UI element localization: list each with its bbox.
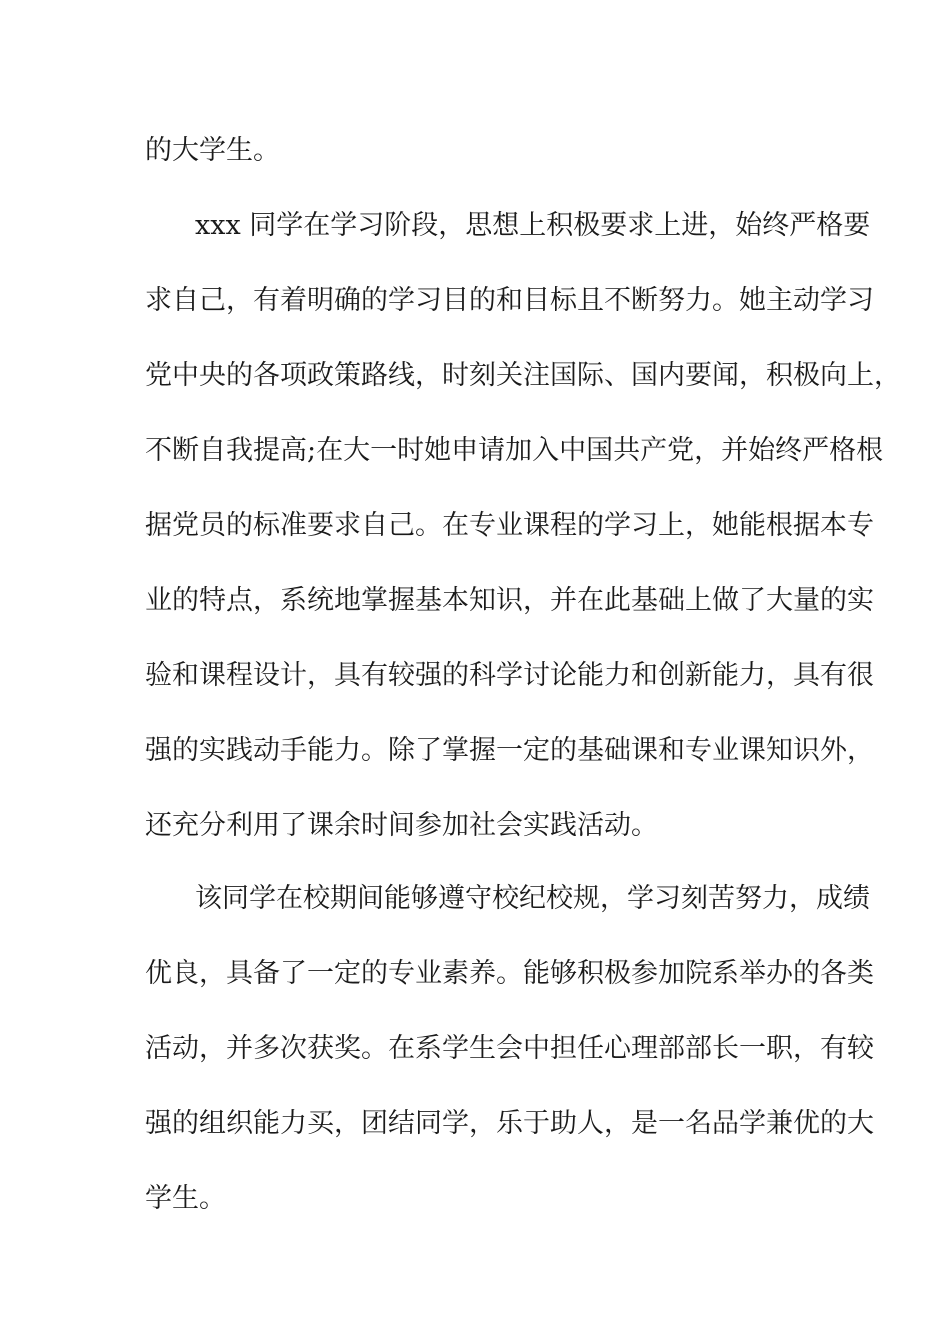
text-line: 据党员的标准要求自己。在专业课程的学习上，她能根据本专 [145,510,874,541]
text-line: 的大学生。 [145,135,280,166]
text-line: 求自己，有着明确的学习目的和目标且不断努力。她主动学习 [145,285,874,316]
text-line: 党中央的各项政策路线，时刻关注国际、国内要闻，积极向上， [145,360,901,391]
text-line: 强的组织能力买，团结同学，乐于助人，是一名品学兼优的大 [145,1108,874,1139]
paragraph-first-line: 该同学在校期间能够遵守校纪校规，学习刻苦努力，成绩 [195,883,870,914]
text-line: 验和课程设计，具有较强的科学讨论能力和创新能力，具有很 [145,660,874,691]
text-line: 还充分利用了课余时间参加社会实践活动。 [145,810,658,841]
paragraph-first-line: xxx 同学在学习阶段，思想上积极要求上进，始终严格要 [195,210,871,241]
text-line: 优良，具备了一定的专业素养。能够积极参加院系举办的各类 [145,958,874,989]
text-line: 学生。 [145,1183,226,1214]
text-line: 不断自我提高;在大一时她申请加入中国共产党，并始终严格根 [145,435,884,466]
text-line: 活动，并多次获奖。在系学生会中担任心理部部长一职，有较 [145,1033,874,1064]
text-line: 强的实践动手能力。除了掌握一定的基础课和专业课知识外， [145,735,874,766]
text-line: 业的特点，系统地掌握基本知识，并在此基础上做了大量的实 [145,585,874,616]
